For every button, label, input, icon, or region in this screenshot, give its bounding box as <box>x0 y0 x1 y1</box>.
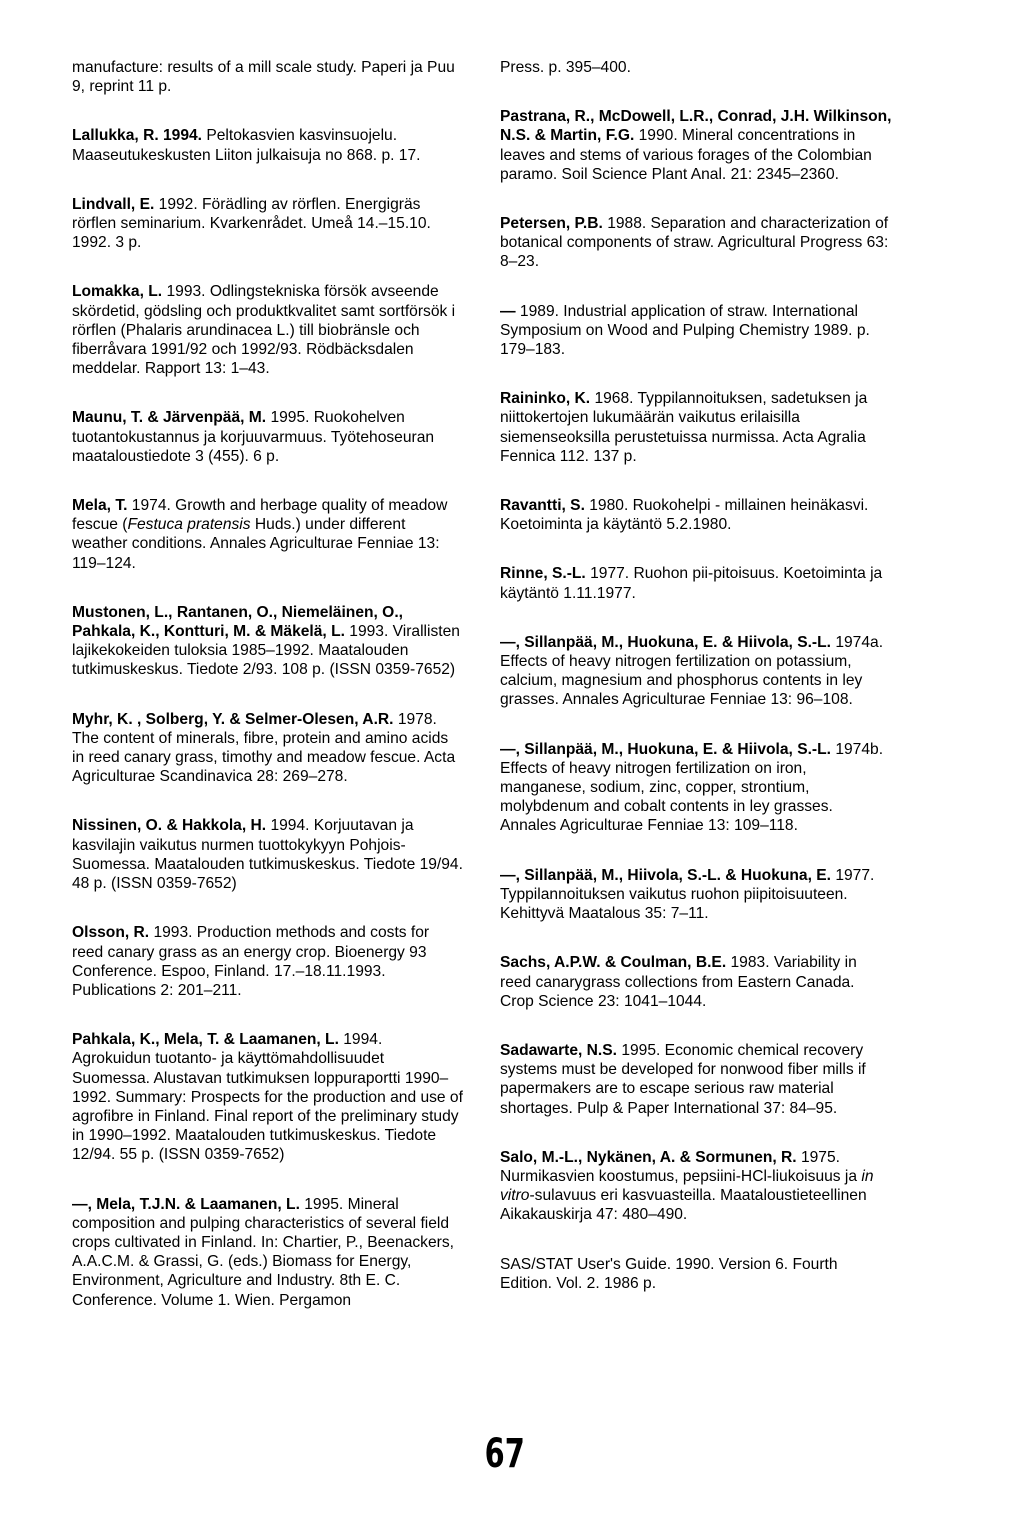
reference-entry <box>72 603 464 680</box>
reference-entry <box>500 214 892 272</box>
reference-text: 1995. Mineral composition and pulping characteristics of several field crops cultivated in Finland. In: Chartier, P., Beenackers, A.A.C.M. & Grassi, G. (eds.) Biomass for Energy, Environment, Agriculture and Industry. 8th E. C. Conference. Volume 1. Wien. Pergamon <box>72 1195 454 1309</box>
reference-authors: Mela, T. <box>72 497 128 515</box>
reference-entry <box>500 496 892 534</box>
reference-text: 1977. Ruohon pii-pitoisuus. Koetoiminta ja käytäntö 1.11.1977. <box>500 565 883 602</box>
reference-authors: —, Mela, T.J.N. & Laamanen, L. <box>72 1195 300 1213</box>
reference-authors: — <box>500 302 516 320</box>
reference-entry <box>500 633 892 710</box>
reference-authors: Myhr, K. , Solberg, Y. & Selmer-Olesen, A.R. <box>72 710 394 728</box>
reference-authors: Sachs, A.P.W. & Coulman, B.E. <box>500 954 727 972</box>
reference-authors: Petersen, P.B. <box>500 215 603 233</box>
reference-authors: Nissinen, O. & Hakkola, H. <box>72 817 267 835</box>
reference-text: 1988. Separation and characterization of botanical components of straw. Agricultural Progress 63: 8–23. <box>500 215 889 271</box>
reference-text: Huds.) under different weather conditions. Annales Agriculturae Fenniae 13: 119–124. <box>72 516 440 572</box>
reference-entry <box>500 953 892 1011</box>
reference-entry <box>500 866 892 924</box>
reference-entry <box>72 1030 464 1164</box>
reference-entry <box>500 740 892 836</box>
reference-text: 1974a. Effects of heavy nitrogen fertilization on potassium, calcium, magnesium and phosphorus contents in ley grasses. Annales Agriculturae Fenniae 13: 96–108. <box>500 633 884 709</box>
reference-text: 1980. Ruokohelpi - millainen heinäkasvi. Koetoiminta ja käytäntö 5.2.1980. <box>500 497 869 534</box>
right-column <box>500 58 892 1323</box>
reference-text: 1989. Industrial application of straw. International Symposium on Wood and Pulping Chemistry 1989. p. 179–183. <box>500 302 870 359</box>
reference-entry <box>500 1041 892 1118</box>
reference-authors: Mustonen, L., Rantanen, O., Niemeläinen, O., Pahkala, K., Kontturi, M. & Mäkelä, L. <box>72 603 403 641</box>
reference-text: 1977. Typpilannoituksen vaikutus ruohon piipitoisuuteen. Kehittyvä Maatalous 35: 7–11. <box>500 866 875 923</box>
reference-entry <box>72 923 464 1000</box>
reference-text: 1968. Typpilannoituksen, sadetuksen ja niittokertojen lukumäärän vaikutus erilaisilla siemenseoksilla perustetuissa nurmissa. Acta Agralia Fennica 112. 137 p. <box>500 390 868 465</box>
reference-entry <box>72 816 464 893</box>
reference-entry <box>500 1148 892 1225</box>
reference-authors: —, Sillanpää, M., Huokuna, E. & Hiivola, S.-L. <box>500 633 831 651</box>
reference-authors: —, Sillanpää, M., Hiivola, S.-L. & Huokuna, E. <box>500 866 831 884</box>
reference-text: manufacture: results of a mill scale study. Paperi ja Puu 9, reprint 11 p. <box>72 59 455 96</box>
reference-authors: Raininko, K. <box>500 390 591 408</box>
reference-entry <box>500 389 892 466</box>
reference-authors: Sadawarte, N.S. <box>500 1041 617 1059</box>
reference-entry <box>72 58 464 96</box>
reference-text: 1994. Agrokuidun tuotanto- ja käyttömahdollisuudet Suomessa. Alustavan tutkimuksen loppuraportti 1990–1992. Summary: Prospects for the production and use of agrofibre in Finland. Final report of the preliminary study in 1990–1992. Maatalouden tutkimuskeskus. Tiedote 12/94. 55 p. (ISSN 0359-7652) <box>72 1031 463 1164</box>
reference-entry <box>500 107 892 184</box>
reference-authors: Pahkala, K., Mela, T. & Laamanen, L. <box>72 1031 339 1049</box>
reference-text: 1978. The content of minerals, fibre, protein and amino acids in reed canary grass, timothy and meadow fescue. Acta Agriculturae Scandinavica 28: 269–278. <box>72 710 456 786</box>
reference-entry <box>500 58 892 77</box>
reference-authors: Ravantti, S. <box>500 497 585 515</box>
reference-text: 1993. Virallisten lajikekokeiden tuloksia 1985–1992. Maatalouden tutkimuskeskus. Tiedote 2/93. 108 p. (ISSN 0359-7652) <box>72 623 460 679</box>
reference-text: 1993. Production methods and costs for reed canary grass as an energy crop. Bioenergy 93 Conference. Espoo, Finland. 17.–18.11.1993. Publications 2: 201–211. <box>72 924 430 999</box>
reference-text: SAS/STAT User's Guide. 1990. Version 6. Fourth Edition. Vol. 2. 1986 p. <box>500 1255 838 1292</box>
reference-entry <box>72 126 464 164</box>
reference-entry <box>500 302 892 360</box>
reference-entry <box>72 710 464 787</box>
reference-text: 1992. Förädling av rörflen. Energigräs rörflen seminarium. Kvarkenrådet. Umeå 14.–15.10. 1992. 3 p. <box>72 195 431 252</box>
reference-text: 1974. Growth and herbage quality of meadow fescue ( <box>72 497 448 534</box>
reference-authors: —, Sillanpää, M., Huokuna, E. & Hiivola, S.-L. <box>500 740 831 758</box>
reference-entry <box>72 195 464 253</box>
reference-text: 1994. Korjuutavan ja kasvilajin vaikutus nurmen tuottokykyyn Pohjois-Suomessa. Maatalouden tutkimuskeskus. Tiedote 19/94. 48 p. (ISSN 0359-7652) <box>72 817 463 893</box>
page-number: 67 <box>484 1431 525 1477</box>
reference-italic-text: Festuca pratensis <box>127 516 251 534</box>
reference-text: -sulavuus eri kasvuasteilla. Maataloustieteellinen Aikakauskirja 47: 480–490. <box>500 1187 867 1224</box>
reference-italic-text: in vitro <box>500 1167 874 1205</box>
reference-authors: Rinne, S.-L. <box>500 565 586 583</box>
reference-text: Peltokasvien kasvinsuojelu. Maaseutukeskusten Liiton julkaisuja no 868. p. 17. <box>72 127 421 164</box>
reference-text: Press. p. 395–400. <box>500 59 631 76</box>
reference-text: 1975. Nurmikasvien koostumus, pepsiini-HCl-liukoisuus ja <box>500 1148 862 1185</box>
reference-authors: Lindvall, E. <box>72 195 155 213</box>
reference-text: 1990. Mineral concentrations in leaves and stems of various forages of the Colombian paramo. Soil Science Plant Anal. 21: 2345–2360. <box>500 127 872 183</box>
reference-entry <box>72 496 464 573</box>
reference-entry <box>72 282 464 378</box>
reference-text: 1974b. Effects of heavy nitrogen fertilization on iron, manganese, sodium, zinc, copper, strontium, molybdenum and cobalt contents in ley grasses. Annales Agriculturae Fenniae 13: 109–118. <box>500 740 884 835</box>
left-column <box>72 58 464 1340</box>
reference-authors: Salo, M.-L., Nykänen, A. & Sormunen, R. <box>500 1148 797 1166</box>
reference-authors: Lallukka, R. 1994. <box>72 127 203 145</box>
reference-text: 1995. Ruokohelven tuotantokustannus ja korjuuvarmuus. Työtehoseuran maataloustiedote 3 (455). 6 p. <box>72 409 435 465</box>
reference-entry <box>72 408 464 466</box>
reference-entry <box>500 564 892 602</box>
reference-entry <box>72 1195 464 1310</box>
reference-authors: Olsson, R. <box>72 924 150 942</box>
reference-authors: Maunu, T. & Järvenpää, M. <box>72 409 267 427</box>
reference-authors: Lomakka, L. <box>72 283 163 301</box>
reference-text: 1993. Odlingstekniska försök avseende skördetid, gödsling och produktkvalitet samt sortförsök i rörflen (Phalaris arundinacea L.) till biobränsle och fiberråvara 1991/92 och 1992/93. Rödbäcksdalen meddelar. Rapport 13: 1–43. <box>72 283 456 378</box>
reference-text: 1983. Variability in reed canarygrass collections from Eastern Canada. Crop Science 23: 1041–1044. <box>500 954 857 1010</box>
reference-entry <box>500 1255 892 1293</box>
reference-text: 1995. Economic chemical recovery systems must be developed for nonwood fiber mills if papermakers are to escape serious raw material shortages. Pulp & Paper International 37: 84–95. <box>500 1041 866 1117</box>
reference-authors: Pastrana, R., McDowell, L.R., Conrad, J.H. Wilkinson, N.S. & Martin, F.G. <box>500 108 892 145</box>
